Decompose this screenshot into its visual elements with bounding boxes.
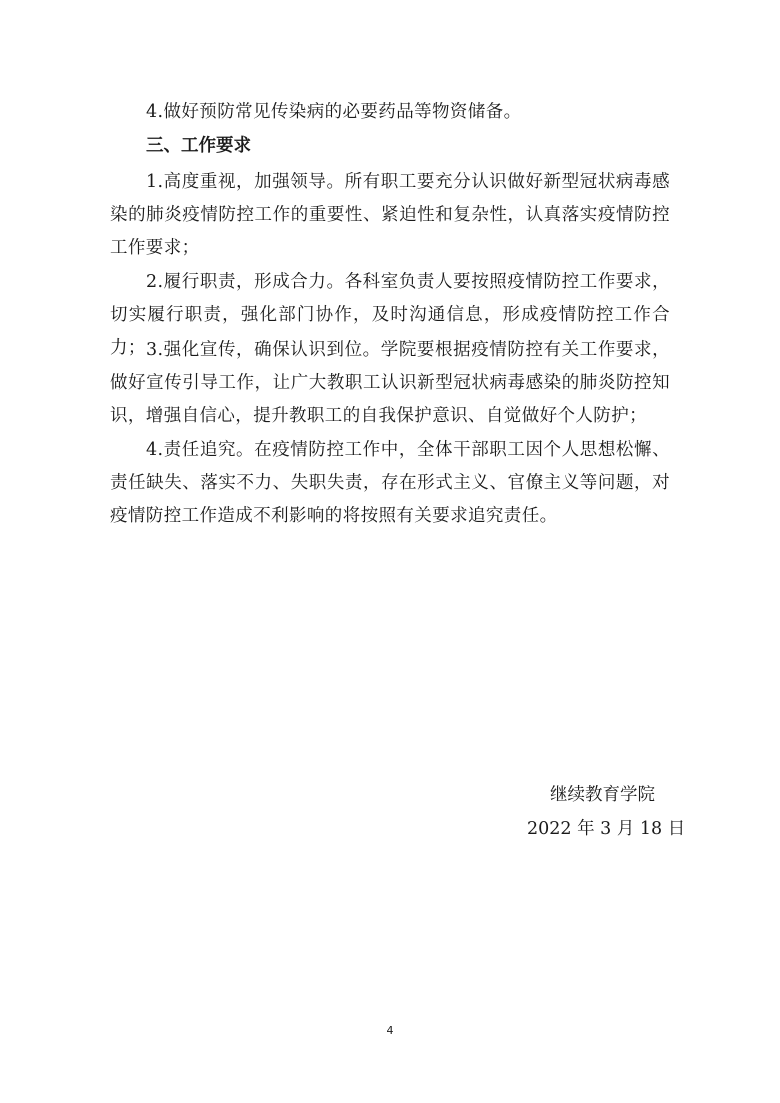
requirement-paragraph: 4.责任追究。在疫情防控工作中，全体干部职工因个人思想松懈、责任缺失、落实不力、失职失责，存在形式主义、官僚主义等问题，对疫情防控工作造成不利影响的将按照有关要求追究责任。 xyxy=(110,440,670,526)
requirement-paragraph: 2.履行职责，形成合力。各科室负责人要按照疫情防控工作要求，切实履行职责，强化部门协作，及时沟通信息，形成疫情防控工作合力； xyxy=(110,272,670,358)
signature-date: 2022 年 3 月 18 日 xyxy=(527,819,686,839)
supplies-item: 4.做好预防常见传染病的必要药品等物资储备。 xyxy=(146,102,522,122)
requirement-paragraph: 1.高度重视，加强领导。所有职工要充分认识做好新型冠状病毒感染的肺炎疫情防控工作的重要性、紧迫性和复杂性，认真落实疫情防控工作要求； xyxy=(110,172,670,258)
page-number: 4 xyxy=(386,1024,394,1037)
requirement-paragraph: 3.强化宣传，确保认识到位。学院要根据疫情防控有关工作要求，做好宣传引导工作，让广大教职工认识新型冠状病毒感染的肺炎防控知识，增强自信心，提升教职工的自我保护意识、自觉做好个人防护； xyxy=(110,340,670,426)
section-heading: 三、工作要求 xyxy=(146,136,251,156)
signature-organization: 继续教育学院 xyxy=(550,785,655,805)
